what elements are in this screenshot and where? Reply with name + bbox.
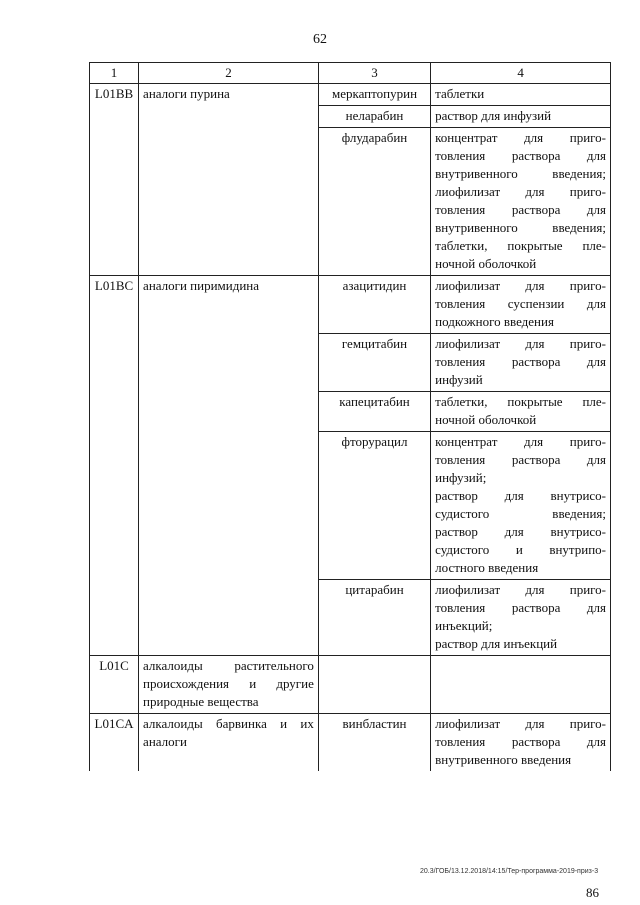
dosage-form-cell <box>431 106 611 128</box>
pharmacological-group-cell <box>139 84 319 276</box>
dosage-form-line: лиофилизат для приго- <box>435 336 606 351</box>
dosage-form-line: концентрат для приго- <box>435 130 606 145</box>
dosage-form-line: раствор для инфузий <box>435 108 552 123</box>
dosage-form-line: товления раствора для <box>435 600 606 615</box>
dosage-form-cell <box>431 580 611 656</box>
group-line: аналоги пурина <box>143 86 230 101</box>
drug-name-cell: гемцитабин <box>318 334 430 392</box>
dosage-form-line: концентрат для приго- <box>435 434 606 449</box>
pharmacological-group-cell <box>139 714 319 772</box>
dosage-form-line: раствор для инъекций <box>435 636 558 651</box>
pharmacological-group-cell <box>139 656 319 714</box>
dosage-form-line: товления раствора для <box>435 452 606 467</box>
dosage-form-line: судистого и внутрипо- <box>435 542 606 557</box>
atc-code-cell: L01CA <box>90 714 139 772</box>
dosage-form-line: товления раствора для <box>435 202 606 217</box>
dosage-form-line: товления суспензии для <box>435 296 606 311</box>
group-line: природные вещества <box>143 694 259 709</box>
group-line: аналоги пиримидина <box>143 278 260 293</box>
dosage-form-line: инфузий; <box>435 470 487 485</box>
dosage-form-line: раствор для внутрисо- <box>435 488 606 503</box>
atc-code-cell: L01BC <box>90 276 139 656</box>
dosage-form-cell <box>431 714 611 772</box>
drug-name-cell: фторурацил <box>318 432 430 580</box>
column-header-2: 2 <box>139 63 319 84</box>
dosage-form-cell <box>431 432 611 580</box>
dosage-form-cell <box>431 276 611 334</box>
drug-name-cell: цитарабин <box>318 580 430 656</box>
drug-name-cell: неларабин <box>318 106 430 128</box>
dosage-form-line: подкожного введения <box>435 314 554 329</box>
footer-page-number: 86 <box>586 885 599 900</box>
dosage-form-line: инфузий <box>435 372 483 387</box>
group-line: аналоги <box>143 734 187 749</box>
dosage-form-line: лиофилизат для приго- <box>435 716 606 731</box>
table-row <box>90 656 611 714</box>
footer-document-stamp: 20.3/ГОБ/13.12.2018/14:15/Тер-программа-2019-приз-3 <box>420 868 599 875</box>
drug-name-cell <box>318 656 430 714</box>
drug-name-cell: капецитабин <box>318 392 430 432</box>
table-row <box>90 714 611 772</box>
group-line: алкалоиды барвинка и их <box>143 716 314 731</box>
dosage-form-line: товления раствора для <box>435 148 606 163</box>
table-body <box>90 84 611 772</box>
column-header-1: 1 <box>90 63 139 84</box>
dosage-form-cell <box>431 128 611 276</box>
drug-name-cell: флударабин <box>318 128 430 276</box>
dosage-form-line: ночной оболочкой <box>435 256 537 271</box>
dosage-form-line: таблетки, покрытые пле- <box>435 238 606 253</box>
dosage-form-line: лиофилизат для приго- <box>435 278 606 293</box>
dosage-form-line: инъекций; <box>435 618 493 633</box>
pharmacological-group-cell <box>139 276 319 656</box>
drug-name-cell: азацитидин <box>318 276 430 334</box>
dosage-form-line: лиофилизат для приго- <box>435 582 606 597</box>
group-line: происхождения и другие <box>143 676 314 691</box>
dosage-form-line: внутривенного введения <box>435 752 572 767</box>
atc-code-cell: L01C <box>90 656 139 714</box>
dosage-form-cell <box>431 656 611 714</box>
dosage-form-line: внутривенного введения; <box>435 166 606 181</box>
group-line: алкалоиды растительного <box>143 658 314 673</box>
drug-table <box>89 62 611 771</box>
atc-code-cell: L01BB <box>90 84 139 276</box>
page-number: 62 <box>313 32 327 47</box>
dosage-form-cell <box>431 334 611 392</box>
dosage-form-line: товления раствора для <box>435 734 606 749</box>
dosage-form-cell <box>431 392 611 432</box>
drug-name-cell: меркаптопурин <box>318 84 430 106</box>
dosage-form-line: раствор для внутрисо- <box>435 524 606 539</box>
table-row <box>90 276 611 334</box>
dosage-form-line: ночной оболочкой <box>435 412 537 427</box>
dosage-form-line: внутривенного введения; <box>435 220 606 235</box>
dosage-form-line: товления раствора для <box>435 354 606 369</box>
drug-name-cell: винбластин <box>318 714 430 772</box>
dosage-form-line: таблетки, покрытые пле- <box>435 394 606 409</box>
table-header-row <box>90 63 611 84</box>
dosage-form-line: судистого введения; <box>435 506 606 521</box>
dosage-form-line: таблетки <box>435 86 485 101</box>
column-header-3: 3 <box>318 63 430 84</box>
dosage-form-line: лостного введения <box>435 560 539 575</box>
dosage-form-cell <box>431 84 611 106</box>
dosage-form-line: лиофилизат для приго- <box>435 184 606 199</box>
table-row <box>90 84 611 106</box>
column-header-4: 4 <box>431 63 611 84</box>
